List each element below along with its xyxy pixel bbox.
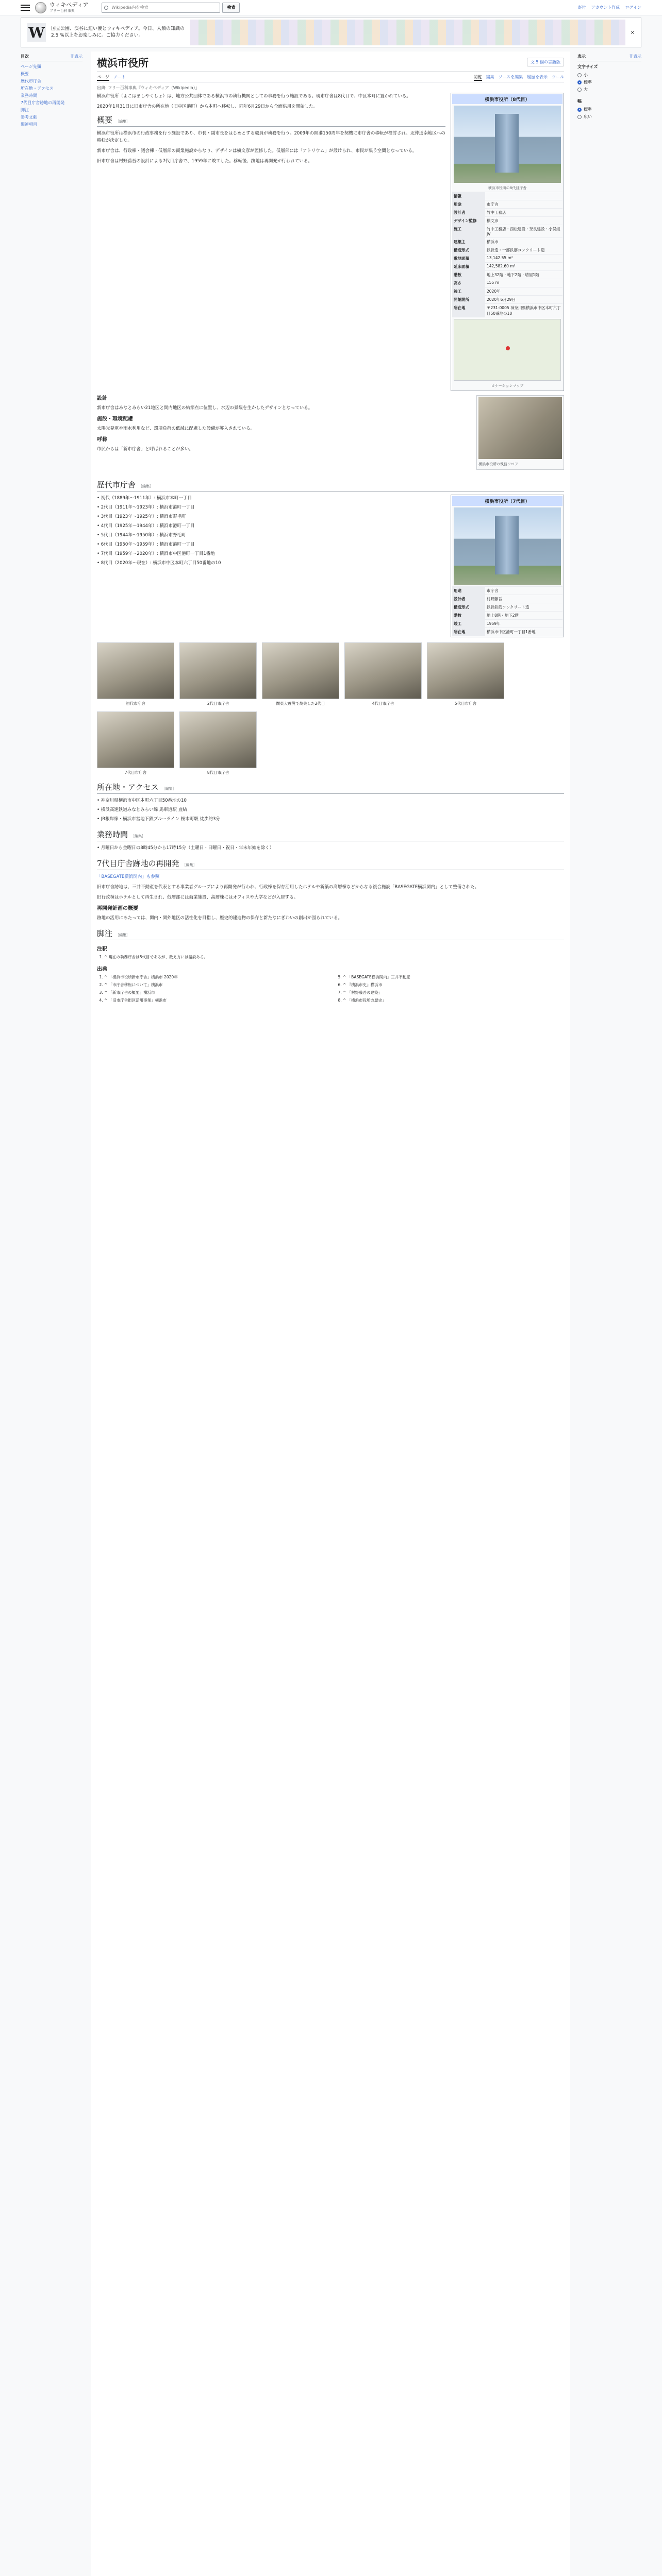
site-logo[interactable]	[35, 2, 88, 13]
infobox-key: 構造形式	[452, 246, 485, 254]
infobox-row	[452, 287, 562, 295]
gallery-item[interactable]	[262, 642, 339, 706]
infobox-value: 鉄骨造・一部鉄筋コンクリート造	[487, 248, 545, 252]
history-block	[97, 495, 564, 637]
hours-list	[97, 844, 564, 852]
toc-item[interactable]: ページ先頭	[21, 64, 41, 69]
section-redevelopment-heading: 7代目庁舎跡地の再開発 ［編集］	[97, 858, 564, 870]
infobox-value: 地上8階・地下2階	[487, 613, 519, 618]
gallery-caption: 7代目市庁舎	[124, 770, 147, 775]
create-account-link[interactable]: アカウント作成	[591, 5, 620, 10]
login-link[interactable]: ログイン	[625, 5, 641, 10]
section-history-heading: 歴代市庁舎 ［編集］	[97, 479, 564, 492]
toc-item[interactable]: 関連項目	[21, 122, 37, 127]
tab-edit-source[interactable]: ソースを編集	[498, 75, 523, 79]
gallery-caption: 8代目市庁舎	[207, 770, 229, 775]
infobox-row	[452, 208, 562, 216]
appearance-hide-button[interactable]: 非表示	[629, 54, 641, 59]
toc-item[interactable]: 7代目庁舎跡地の再開発	[21, 100, 65, 105]
page-title: 横浜市役所	[97, 57, 148, 69]
infobox-key: 建築主	[452, 238, 485, 246]
infobox-key: 竣工	[452, 620, 485, 628]
radio-icon	[577, 108, 582, 112]
redevelopment-paragraph: 旧市庁舎跡地は、三井不動産を代表とする事業者グループにより再開発が行われ、行政棟を保存活用したホテルや新築の高層棟などからなる複合施設「BASEGATE横浜関内」として整備された。	[97, 885, 479, 890]
thumbnail-caption: 横浜市役所の執務フロア	[478, 462, 518, 466]
intro-block	[97, 93, 564, 391]
toc-item[interactable]: 概要	[21, 72, 29, 76]
history-item: • 8代目（2020年〜現在）: 横浜市中区本町六丁目50番地の10	[97, 560, 445, 567]
building-photo[interactable]	[454, 106, 561, 183]
infobox-row	[452, 628, 562, 636]
infobox-row	[452, 246, 562, 254]
access-list	[97, 797, 564, 823]
toc-hide-button[interactable]: 非表示	[70, 54, 82, 59]
infobox-key: 竣工	[452, 287, 485, 295]
history-item: • 初代（1889年〜1911年）: 横浜市本町一丁目	[97, 495, 445, 502]
toc-item[interactable]: 歴代市庁舎	[21, 79, 41, 83]
appearance-panel	[577, 54, 641, 126]
edit-section-link[interactable]: ［編集］	[115, 120, 130, 124]
tab-read[interactable]: 閲覧	[474, 74, 482, 81]
infobox-value: 142,582.60 m²	[487, 264, 516, 268]
infobox-row	[452, 619, 562, 628]
site-tagline: フリー百科事典	[49, 8, 75, 13]
reference-item: 7. ^ 「村野藤吾の建築」	[343, 990, 564, 996]
infobox-row	[452, 192, 562, 200]
gallery-caption: 5代目市庁舎	[454, 701, 477, 706]
infobox-key: デザイン監修	[452, 217, 485, 225]
infobox-value: 竹中工務店	[487, 210, 506, 215]
toc-header	[21, 54, 82, 61]
table-of-contents	[21, 54, 82, 128]
section-access-heading: 所在地・アクセス ［編集］	[97, 782, 564, 794]
history-item: • 4代目（1925年〜1944年）: 横浜市港町一丁目	[97, 522, 445, 530]
design-heading: 設計	[97, 396, 107, 401]
infobox-key: 構造形式	[452, 603, 485, 611]
section-hours-heading: 業務時間 ［編集］	[97, 829, 564, 841]
references-subheading: 出典	[97, 967, 107, 972]
infobox-row	[452, 270, 562, 279]
intro-paragraph: 2020年1月31日に旧市庁舎の所在地（旧中区港町）から本町へ移転し、同年6月29日から全面供用を開始した。	[97, 104, 318, 109]
site-name: ウィキペディア	[49, 1, 89, 8]
language-button[interactable]: 文 5 個の言語版	[527, 58, 564, 66]
infobox-row	[452, 225, 562, 238]
infobox-row	[452, 611, 562, 619]
infobox-row	[452, 595, 562, 603]
see-also-note[interactable]: 「BASEGATE横浜関内」も参照	[97, 874, 160, 879]
edit-section-link[interactable]: ［編集］	[182, 863, 197, 867]
intro-paragraph: 横浜市役所（よこはましやくしょ）は、地方公共団体である横浜市の執行機関としての事務を行う施設である。現市庁舎は8代目で、中区本町に置かれている。	[97, 94, 411, 99]
history-gallery	[97, 642, 564, 775]
infobox-key: 敷地面積	[452, 255, 485, 262]
text-size-option-label: 大	[584, 87, 588, 92]
infobox-header: 横浜市役所（8代目）	[452, 94, 562, 104]
infobox-key: 設計者	[452, 209, 485, 216]
history-item: • 7代目（1959年〜2020年）: 横浜市中区港町一丁目1番地	[97, 550, 445, 557]
tab-talk[interactable]: ノート	[113, 75, 126, 79]
toc-item[interactable]: 脚注	[21, 108, 29, 112]
reference-item: 4. ^ 「旧市庁舎街区活用事業」横浜市	[104, 997, 325, 1004]
infobox-key: 開館開所	[452, 296, 485, 303]
infobox-value: 13,142.55 m²	[487, 256, 513, 260]
gallery-caption: 2代目市庁舎	[207, 701, 229, 706]
access-item: • JR根岸線・横浜市営地下鉄ブルーライン 桜木町駅 徒歩約3分	[97, 816, 564, 823]
reference-item: 5. ^ 「BASEGATE横浜関内」三井不動産	[343, 974, 564, 980]
overview-subsections	[97, 395, 564, 473]
infobox-value: 村野藤吾	[487, 597, 502, 601]
radio-icon	[577, 115, 582, 119]
infobox-key: 用途	[452, 200, 485, 208]
text-size-option-label: 小	[584, 73, 588, 77]
edit-section-link[interactable]: ［編集］	[115, 933, 130, 937]
reference-item: 1. ^ 「横浜市役所新市庁舎」横浜市 2020年	[104, 974, 325, 980]
history-item: • 2代目（1911年〜1923年）: 横浜市港町一丁目	[97, 504, 445, 511]
article-source-line: 出典: フリー百科事典『ウィキペディア（Wikipedia）』	[97, 86, 200, 90]
width-label: 幅	[577, 99, 582, 104]
history-item: • 6代目（1950年〜1959年）: 横浜市港町一丁目	[97, 541, 445, 548]
infobox-row	[452, 254, 562, 262]
naming-heading: 呼称	[97, 437, 107, 443]
toc-title: 目次	[21, 54, 29, 59]
overview-paragraph: 新市庁舎は、行政棟・議会棟・低層部の商業施設からなり、デザインは槇文彦が監修した。低層部には「アトリウム」が設けられ、市民が集う空間となっている。	[97, 148, 417, 154]
infobox-row	[452, 216, 562, 225]
infobox-value: 2020年	[487, 289, 501, 294]
infobox-value: 地上32階・地下2階・塔屋1階	[487, 273, 539, 277]
banner-message: 国立公園、渓谷に迫い優とウィキペディア。今日、人類の知識の 2.5 %以上をお楽しみに。ご協力ください。	[51, 26, 185, 38]
search-input[interactable]	[102, 3, 220, 13]
infobox-row	[452, 603, 562, 611]
infobox-key: 階数	[452, 612, 485, 619]
text-size-group	[577, 64, 641, 93]
infobox-row	[452, 262, 562, 270]
section-overview-heading: 概要 ［編集］	[97, 116, 445, 127]
donation-banner	[21, 18, 641, 47]
edit-section-link[interactable]: ［編集］	[161, 787, 176, 791]
notes-subheading: 注釈	[97, 946, 107, 952]
gallery-caption: 初代市庁舎	[126, 701, 145, 706]
tab-article[interactable]: ページ	[97, 74, 109, 81]
infobox-row	[452, 279, 562, 287]
article-content	[91, 52, 570, 2576]
infobox-key: 設計者	[452, 595, 485, 603]
history-item: • 5代目（1944年〜1950年）: 横浜市野毛町	[97, 532, 445, 539]
gallery-caption: 関東大震災で焼失した2代目	[276, 701, 325, 706]
gallery-caption: 4代目市庁舎	[372, 701, 394, 706]
site-header	[0, 0, 662, 15]
infobox-value: 〒231-0005 神奈川県横浜市中区本町六丁目50番地の10	[487, 306, 561, 316]
overview-paragraph: 旧市庁舎は村野藤吾の設計による7代目庁舎で、1959年に竣工した。移転後、跡地は再開発が行われている。	[97, 159, 312, 164]
infobox-value: 竹中工務店・西松建設・奈良建設・小俣組JV	[487, 227, 560, 236]
width-option[interactable]	[577, 106, 641, 113]
infobox-value: 155 m	[487, 280, 500, 285]
redevelopment-plan-paragraph: 跡地の活用にあたっては、関内・関外地区の活性化を目指し、歴史的建造物の保存と新たなにぎわいの創出が図られている。	[97, 916, 343, 921]
old-hall-infobox	[451, 495, 564, 637]
infobox-value	[485, 192, 562, 200]
main-menu-icon[interactable]	[21, 5, 30, 11]
infobox-row	[452, 303, 562, 317]
reference-item: 2. ^ 「市庁舎移転について」横浜市	[104, 982, 325, 988]
infobox	[451, 93, 564, 391]
access-item: • 神奈川県横浜市中区本町六丁目50番地の10	[97, 797, 564, 804]
page-tabs	[97, 74, 564, 83]
notes-list	[97, 954, 564, 960]
appearance-title: 表示	[577, 54, 586, 59]
gallery-item[interactable]	[97, 711, 174, 775]
gallery-photo	[97, 642, 174, 699]
reference-item: 6. ^ 『横浜市史』横浜市	[343, 982, 564, 988]
gallery-item[interactable]	[179, 642, 257, 706]
section-notes-heading: 脚注 ［編集］	[97, 928, 564, 940]
text-size-option-label: 標準	[584, 80, 592, 84]
infobox-value: 横浜市	[487, 240, 499, 244]
radio-icon	[577, 80, 582, 84]
location-map[interactable]	[454, 319, 561, 381]
facility-heading: 施設・環境配慮	[97, 416, 133, 422]
infobox-value: 横浜市中区港町一丁目1番地	[487, 630, 536, 634]
radio-icon	[577, 88, 582, 92]
gallery-photo	[97, 711, 174, 768]
width-group	[577, 98, 641, 121]
redevelopment-plan-heading: 再開発計画の概要	[97, 906, 138, 911]
infobox-row	[452, 200, 562, 208]
infobox-value: 槇文彦	[487, 218, 499, 223]
note-item: 1. ^ 現在の執務庁舎は8代目であるが、数え方には諸説ある。	[104, 954, 325, 960]
tab-edit[interactable]: 編集	[486, 75, 494, 79]
infobox-caption: 横浜市役所の8代目庁舎	[488, 186, 527, 190]
office-thumbnail[interactable]	[476, 395, 564, 470]
infobox-key: 情報	[452, 192, 485, 200]
gallery-item[interactable]	[179, 711, 257, 775]
gallery-photo	[427, 642, 504, 699]
history-item: • 3代目（1923年〜1925年）: 横浜市野毛町	[97, 513, 445, 520]
map-caption: ロケーションマップ	[491, 384, 524, 388]
infobox-key: 高さ	[452, 279, 485, 287]
infobox-row	[452, 238, 562, 246]
search-button[interactable]: 検索	[222, 3, 240, 13]
gallery-item[interactable]	[97, 642, 174, 706]
edit-section-link[interactable]: ［編集］	[131, 834, 146, 838]
text-size-option[interactable]	[577, 86, 641, 93]
text-size-label: 文字サイズ	[577, 64, 598, 69]
infobox-key: 所在地	[452, 304, 485, 317]
text-size-option[interactable]	[577, 72, 641, 79]
title-row	[97, 55, 564, 72]
width-option-label: 標準	[584, 107, 592, 112]
redevelopment-paragraph: 旧行政棟はホテルとして再生され、低層部には商業施設、高層棟にはオフィスや大学などが入居する。	[97, 895, 299, 900]
donate-link[interactable]: 寄付	[577, 5, 586, 10]
gallery-photo	[179, 642, 257, 699]
overview-paragraph: 横浜市役所は横浜市の行政事務を行う施設であり、市長・副市長をはじめとする職員が執務を行う。2009年の開港150周年を契機に市庁舎の移転が検討され、北仲通南地区への移転が決定した。	[97, 131, 445, 143]
infobox-key: 所在地	[452, 628, 485, 636]
redevelopment-block	[97, 873, 564, 922]
wikipedia-w-icon: W	[27, 23, 46, 42]
infobox-key: 延床面積	[452, 263, 485, 270]
close-icon[interactable]: ×	[630, 29, 635, 36]
old-hall-infobox-header: 横浜市役所（7代目）	[452, 496, 562, 506]
naming-paragraph: 市民からは「新市庁舎」と呼ばれることが多い。	[97, 447, 194, 452]
office-photo	[478, 397, 562, 459]
toc-item[interactable]: 業務時間	[21, 93, 37, 98]
infobox-value: 鉄骨鉄筋コンクリート造	[487, 605, 529, 609]
edit-section-link[interactable]: ［編集］	[139, 484, 154, 488]
infobox-row	[452, 295, 562, 303]
toc-item[interactable]: 所在地・アクセス	[21, 86, 54, 91]
width-option[interactable]	[577, 113, 641, 121]
wikipedia-globe-icon	[35, 2, 46, 13]
banner-artwork	[190, 20, 625, 45]
text-size-option[interactable]	[577, 79, 641, 86]
references-list	[97, 974, 564, 1005]
gallery-item[interactable]	[427, 642, 504, 706]
tab-history[interactable]: 履歴を表示	[527, 75, 548, 79]
infobox-key: 施工	[452, 225, 485, 238]
infobox-value: 市庁舎	[487, 588, 499, 593]
infobox-key: 階数	[452, 271, 485, 279]
tab-tools[interactable]: ツール	[552, 75, 564, 79]
infobox-key: 用途	[452, 587, 485, 595]
infobox-row	[452, 586, 562, 595]
reference-item: 3. ^ 「新市庁舎の概要」横浜市	[104, 990, 325, 996]
infobox-value: 市庁舎	[487, 202, 499, 207]
hours-item: • 月曜日から金曜日の8時45分から17時15分（土曜日・日曜日・祝日・年末年始を除く）	[97, 844, 564, 852]
facility-paragraph: 太陽光発電や雨水利用など、環境負荷の低減に配慮した設備が導入されている。	[97, 426, 255, 431]
appearance-header	[577, 54, 641, 61]
toc-item[interactable]: 参考文献	[21, 115, 37, 120]
search-form	[102, 3, 240, 13]
access-item: • 横浜高速鉄道みなとみらい線 馬車道駅 直結	[97, 806, 564, 814]
reference-item: 8. ^ 「横浜市役所の歴史」	[343, 997, 564, 1004]
gallery-photo	[344, 642, 422, 699]
infobox-value: 2020年6月29日	[487, 297, 516, 302]
infobox-value: 1959年	[487, 621, 501, 626]
design-paragraph: 新市庁舎はみなとみらい21地区と関内地区の結節点に位置し、水辺の景観を生かしたデザインとなっている。	[97, 405, 313, 411]
old-hall-photo[interactable]	[454, 507, 561, 585]
gallery-photo	[179, 711, 257, 768]
history-list	[97, 495, 445, 637]
user-tools	[577, 5, 641, 10]
width-option-label: 広い	[584, 114, 592, 119]
gallery-item[interactable]	[344, 642, 422, 706]
radio-icon	[577, 73, 582, 77]
gallery-photo	[262, 642, 339, 699]
intro-text	[97, 93, 445, 391]
